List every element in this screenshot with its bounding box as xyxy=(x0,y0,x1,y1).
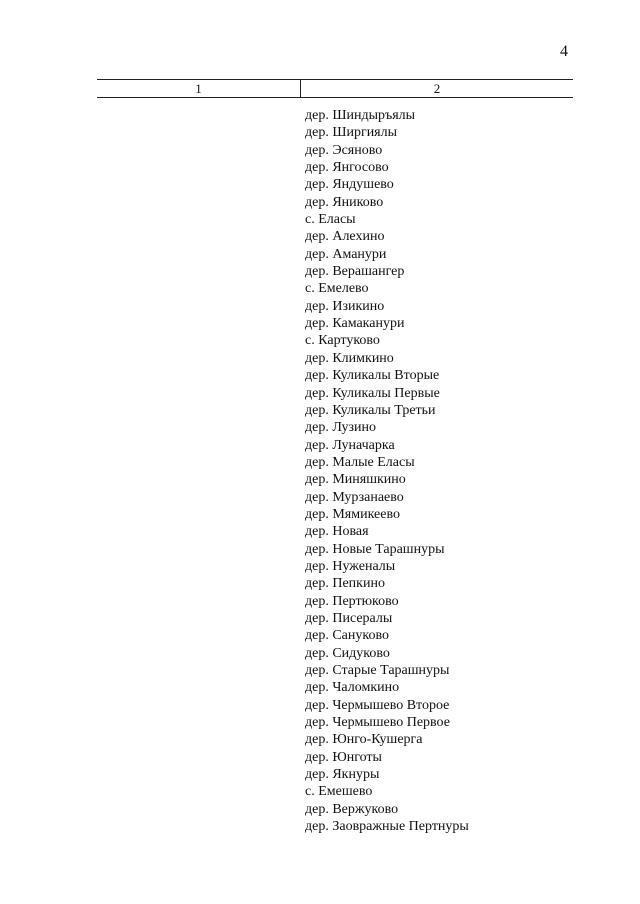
settlement-item: дер. Новые Тарашнуры xyxy=(305,541,445,557)
settlement-item: дер. Эсяново xyxy=(305,142,383,158)
settlement-item: дер. Лузино xyxy=(305,420,376,436)
settlement-item: дер. Аманури xyxy=(305,246,387,262)
settlement-item: дер. Пепкино xyxy=(305,576,385,592)
settlement-item: дер. Старые Тарашнуры xyxy=(305,663,450,678)
settlement-item: дер. Ширгиялы xyxy=(305,125,398,141)
settlement-item: с. Емелево xyxy=(305,281,369,297)
settlement-item: дер. Шиндыръялы xyxy=(305,108,416,123)
settlement-item: дер. Юнготы xyxy=(305,749,382,765)
page-number: 4 xyxy=(560,43,568,60)
settlement-item: дер. Яниково xyxy=(305,194,384,210)
settlement-item: дер. Верашангер xyxy=(305,264,405,280)
settlement-item: дер. Мурзанаево xyxy=(305,489,404,505)
settlement-item: с. Емешево xyxy=(305,784,373,800)
settlement-item: дер. Миняшкино xyxy=(305,472,406,488)
settlement-item: дер. Чаломкино xyxy=(305,680,400,696)
settlement-item: с. Картуково xyxy=(305,333,380,349)
settlement-item: с. Еласы xyxy=(305,212,356,228)
settlement-item: дер. Писералы xyxy=(305,610,393,626)
column-header-1: 1 xyxy=(97,80,301,97)
settlement-item: дер. Сануково xyxy=(305,628,389,644)
settlement-item: дер. Сидуково xyxy=(305,645,390,661)
settlement-item: дер. Вержуково xyxy=(305,801,399,817)
settlement-item: дер. Новая xyxy=(305,524,369,540)
table-header xyxy=(97,79,573,98)
settlement-item: дер. Пертюково xyxy=(305,593,399,609)
settlement-item: дер. Куликалы Первые xyxy=(305,385,440,401)
settlement-item: дер. Малые Еласы xyxy=(305,454,415,470)
column-header-2: 2 xyxy=(433,81,441,96)
settlement-item: дер. Заовражные Пертнуры xyxy=(305,819,469,835)
settlement-item: дер. Янгосово xyxy=(305,160,389,176)
settlement-item: дер. Нуженалы xyxy=(305,558,396,574)
settlement-item: дер. Якнуры xyxy=(305,767,380,783)
settlement-item: дер. Климкино xyxy=(305,350,394,366)
settlement-item: дер. Алехино xyxy=(305,229,385,245)
settlement-item: дер. Куликалы Третьи xyxy=(305,402,436,418)
settlement-list xyxy=(305,107,469,835)
settlement-item: дер. Изикино xyxy=(305,298,385,314)
settlement-item: дер. Мямикеево xyxy=(305,506,400,522)
settlement-item: дер. Луначарка xyxy=(305,437,395,453)
settlement-item: дер. Куликалы Вторые xyxy=(305,368,440,384)
settlement-item: дер. Чермышево Второе xyxy=(305,697,450,713)
settlement-item: дер. Юнго-Кушерга xyxy=(305,732,423,748)
settlement-item: дер. Чермышево Первое xyxy=(305,715,450,731)
settlement-item: дер. Яндушево xyxy=(305,177,394,193)
settlement-item: дер. Камаканури xyxy=(305,316,405,332)
